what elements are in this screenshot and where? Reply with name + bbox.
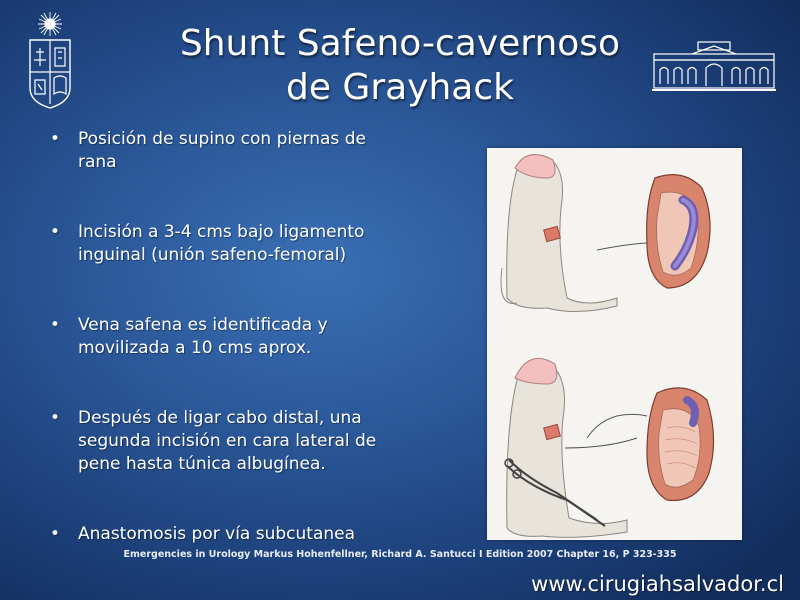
bullet-item: • Vena safena es identificada y movilizada a 10 cms aprox. xyxy=(44,314,404,360)
website-url: www.cirugiahsalvador.cl xyxy=(531,572,784,596)
bullet-item: • Posición de supino con piernas de rana xyxy=(44,128,404,174)
title-line-1: Shunt Safeno-cavernoso xyxy=(179,23,621,64)
slide-title xyxy=(120,22,680,110)
reference-citation: Emergencies in Urology Markus Hohenfellner, Richard A. Santucci I Edition 2007 Chapter 16, P 323-335 xyxy=(123,549,677,560)
bullet-item: • Después de ligar cabo distal, una segunda incisión en cara lateral de pene hasta túnica albugínea. xyxy=(44,407,404,476)
bullet-list xyxy=(44,128,404,546)
university-crest-icon xyxy=(24,10,76,110)
title-line-2: de Grayhack xyxy=(285,67,515,108)
surgical-illustration xyxy=(487,148,742,540)
bullet-item: • Incisión a 3-4 cms bajo ligamento inguinal (unión safeno-femoral) xyxy=(44,221,404,267)
bullet-item: • Anastomosis por vía subcutanea xyxy=(44,523,404,546)
